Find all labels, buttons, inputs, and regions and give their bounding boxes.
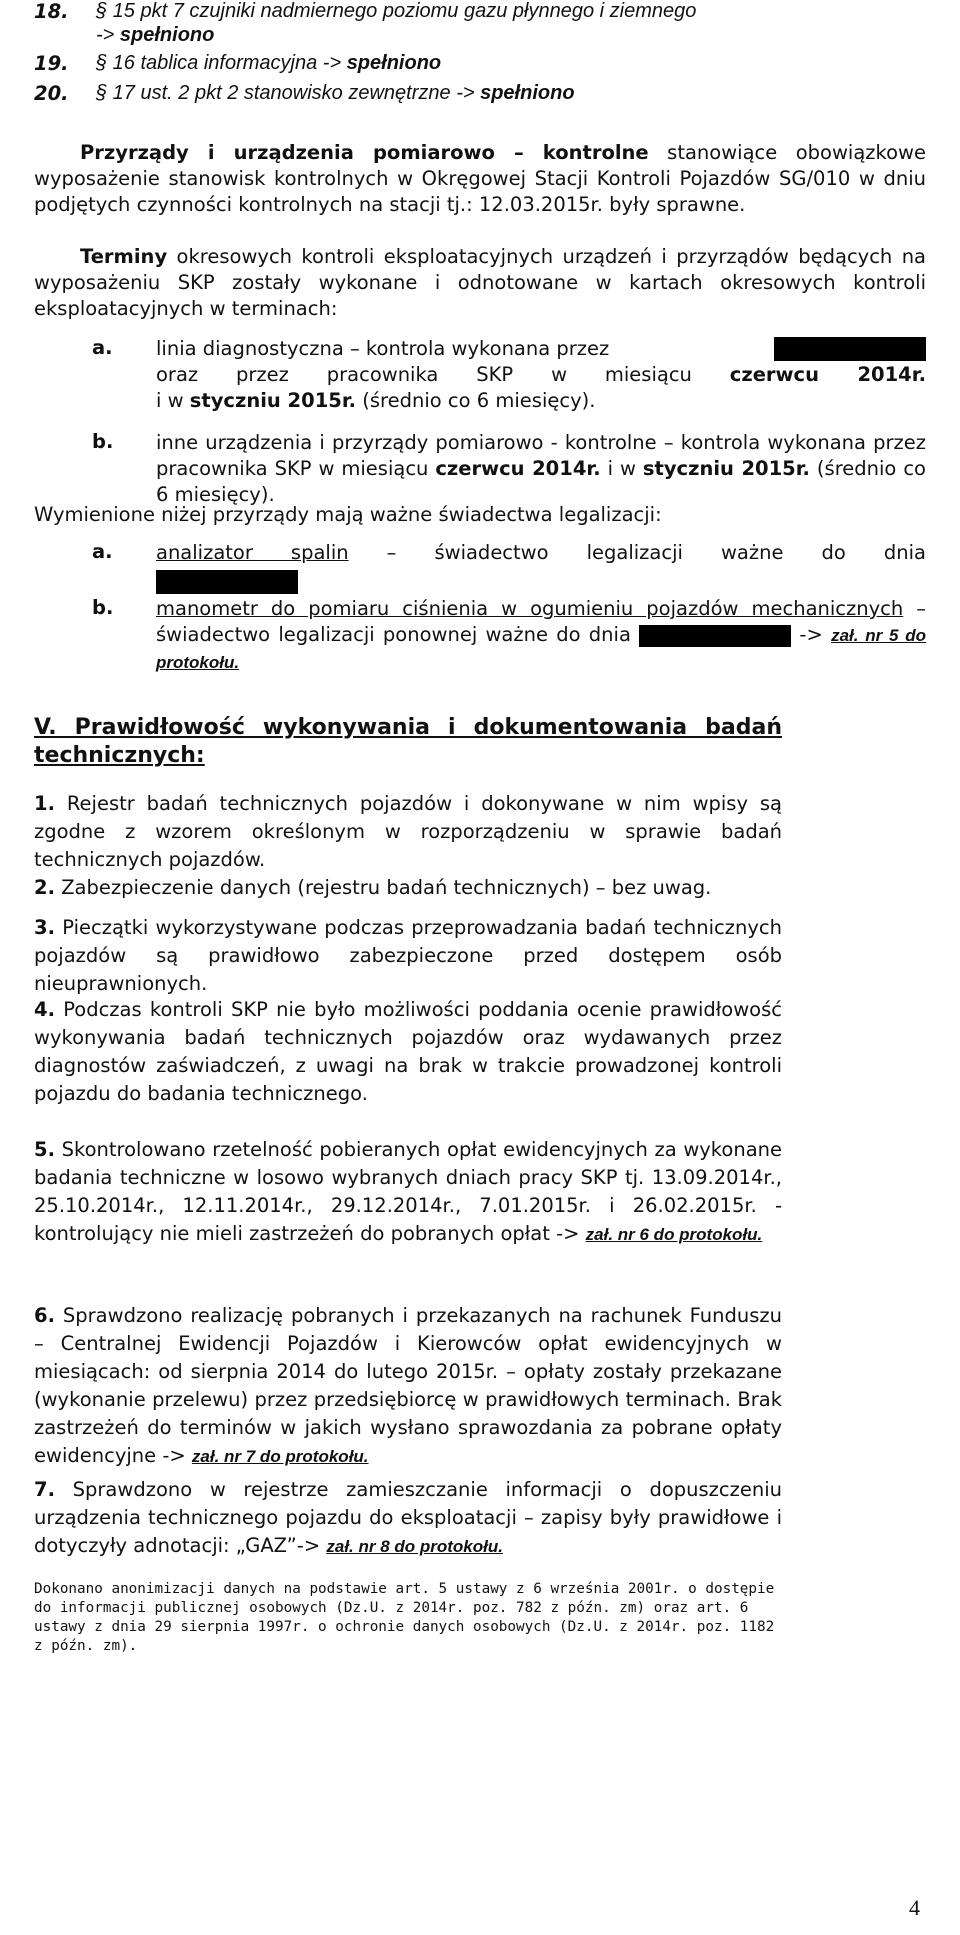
list-item: 5. Skontrolowano rzetelność pobieranych opłat ewidencyjnych za wykonane badania techniczne w losowo wybranych dniach pracy SKP tj. 13.09.2014r., 25.10.2014r., 12.11.2014r., 29.12.2014r., 7.01.2015r. i 26.02.2015r. - kontrolujący nie mieli zastrzeżeń do pobranych opłat -> zał. nr 6 do protokołu. (34, 1138, 782, 1245)
list-item: 6. Sprawdzono realizację pobranych i przekazanych na rachunek Funduszu – Centralnej Ewidencji Pojazdów i Kierowców opłat ewidencyjnych w miesiącach: od sierpnia 2014 do lutego 2015r. – opłaty zostały przekazane (wykonanie przelewu) przez przedsiębiorcę w prawidłowych terminach. Brak zastrzeżeń do terminów w jakich wysłano sprawozdania za pobrane opłaty ewidencyjne -> zał. nr 7 do protokołu. (34, 1304, 782, 1467)
redaction-box (639, 625, 791, 647)
list-item: 3. Pieczątki wykorzystywane podczas przeprowadzania badań technicznych pojazdów są prawidłowo zabezpieczone przed dostępem osób nieuprawnionych. (34, 916, 782, 995)
terms-a-text: linia diagnostyczna – kontrola wykonana przez oraz przez pracownika SKP w miesiącu czerwcu 2014r. i w styczniu 2015r. (średnio co 6 miesięcy). (156, 337, 926, 412)
terms-a-label: a. (92, 336, 113, 359)
list-item: 4. Podczas kontroli SKP nie było możliwości poddania ocenie prawidłowość wykonywania badań technicznych pojazdów oraz wydawanych przez diagnostów zaświadczeń, z uwagi na brak w trakcie prowadzonej kontroli pojazdu do badania technicznego. (34, 998, 782, 1105)
list-item-19: § 16 tablica informacyjna -> spełniono (96, 52, 442, 74)
redaction-box (774, 337, 926, 361)
legal-a-label: a. (92, 540, 113, 563)
list-item-18-continuation: -> spełniono (96, 24, 215, 46)
list-number-19: 19. (34, 52, 69, 75)
list-number-20: 20. (34, 82, 69, 105)
legal-a-text: analizator spalin – świadectwo legalizacji ważne do dnia (156, 540, 926, 594)
legal-b-text: manometr do pomiaru ciśnienia w ogumieniu pojazdów mechanicznych – świadectwo legalizacji ponownej ważne do dnia -> zał. nr 5 do protokołu. (156, 597, 927, 672)
list-item: 2. Zabezpieczenie danych (rejestru badań technicznych) – bez uwag. (34, 876, 712, 899)
list-item-18: § 15 pkt 7 czujniki nadmiernego poziomu gazu płynnego i ziemnego (96, 0, 697, 22)
section-heading: V. Prawidłowość wykonywania i dokumentowania badań technicznych: (34, 715, 782, 768)
page-number: 4 (909, 1895, 920, 1920)
list-item-20: § 17 ust. 2 pkt 2 stanowisko zewnętrzne -> spełniono (96, 82, 575, 104)
terms-b-label: b. (92, 430, 114, 453)
list-item: 7. Sprawdzono w rejestrze zamieszczanie informacji o dopuszczeniu urządzenia technicznego pojazdu do eksploatacji – zapisy były prawidłowe i dotyczyły adnotacji: „GAZ”-> zał. nr 8 do protokołu. (34, 1478, 783, 1557)
list-number-18: 18. (34, 0, 69, 23)
legalization-intro: Wymienione niżej przyrządy mają ważne świadectwa legalizacji: (34, 503, 662, 526)
anonymization-footnote: Dokonano anonimizacji danych na podstawie art. 5 ustawy z 6 września 2001r. o dostępie do informacji publicznej osobowych (Dz.U. z 2014r. poz. 782 z późn. zm) oraz art. 6 ustawy z dnia 29 sierpnia 1997r. o ochronie danych osobowych (Dz.U. z 2014r. poz. 1182 z późn. zm). (34, 1581, 775, 1654)
instruments-paragraph: Przyrządy i urządzenia pomiarowo – kontrolne stanowiące obowiązkowe wyposażenie stanowisk kontrolnych w Okręgowej Stacji Kontroli Pojazdów SG/010 w dniu podjętych czynności kontrolnych na stacji tj.: 12.03.2015r. były sprawne. (34, 141, 926, 216)
redaction-box (156, 570, 298, 594)
terms-b-text: inne urządzenia i przyrządy pomiarowo - kontrolne – kontrola wykonana przez pracownika SKP w miesiącu czerwcu 2014r. i w styczniu 2015r. (średnio co 6 miesięcy). (156, 431, 926, 506)
list-item: 1. Rejestr badań technicznych pojazdów i dokonywane w nim wpisy są zgodne z wzorem określonym w rozporządzeniu w sprawie badań technicznych pojazdów. (34, 792, 782, 871)
legal-b-label: b. (92, 596, 114, 619)
terms-paragraph: Terminy okresowych kontroli eksploatacyjnych urządzeń i przyrządów będących na wyposażeniu SKP zostały wykonane i odnotowane w kartach okresowych kontroli eksploatacyjnych w terminach: (34, 245, 926, 320)
